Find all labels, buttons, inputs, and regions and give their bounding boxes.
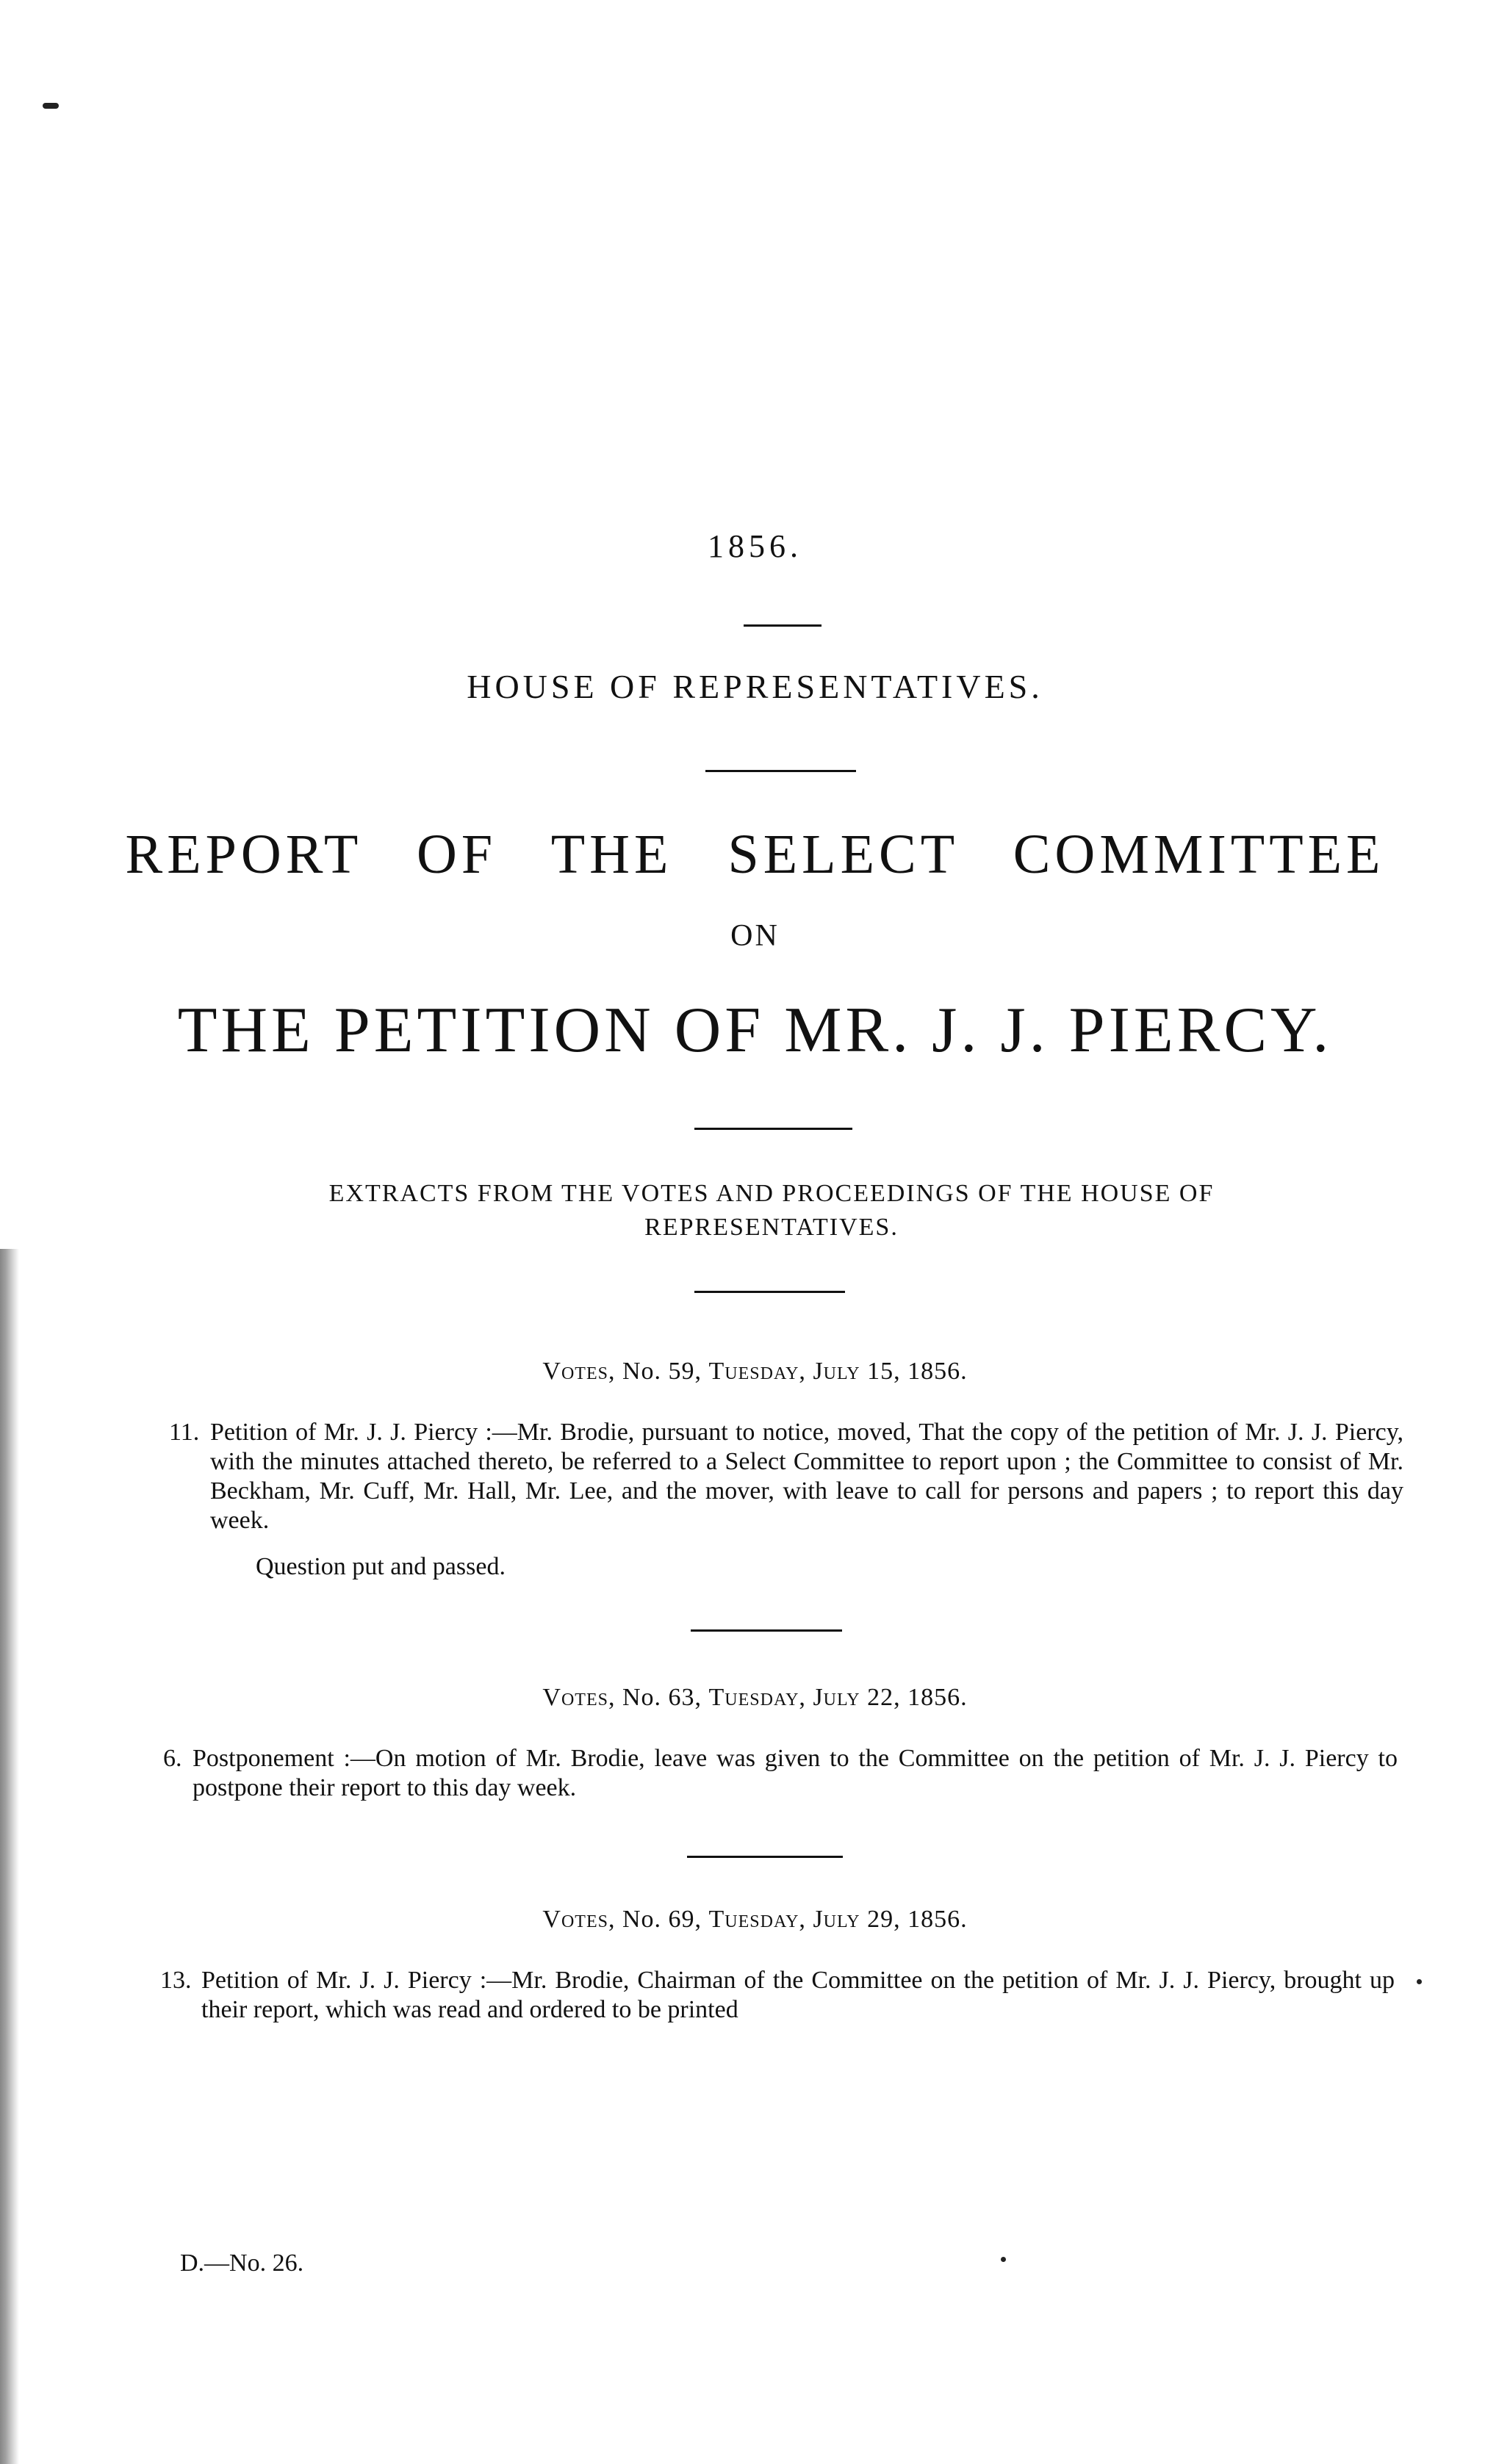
votes-heading-1: Votes, No. 59, Tuesday, July 15, 1856. [542, 1358, 968, 1385]
extracts-heading: EXTRACTS FROM THE VOTES AND PROCEEDINGS OF THE HOUSE OF REPRESENTATIVES. [328, 1180, 1215, 1241]
entry-text: Petition of Mr. J. J. Piercy :—Mr. Brodie, Chairman of the Committee on the petition of Mr. J. J. Piercy, brought up their report, which was read and ordered to be printed [201, 1967, 1395, 2023]
entry-number: 11. [169, 1419, 200, 1446]
entry-item-2 [163, 1744, 1398, 1803]
entry-item-1 [169, 1418, 1403, 1535]
ink-dot [1001, 2257, 1006, 2262]
ink-dot [1417, 1979, 1422, 1984]
divider-rule [694, 1291, 845, 1293]
entry-number: 6. [163, 1745, 182, 1772]
year-heading: 1856. [708, 528, 802, 564]
divider-rule [744, 624, 821, 627]
entry-note: Question put and passed. [256, 1553, 506, 1580]
divider-rule [705, 770, 856, 772]
votes-heading-3: Votes, No. 69, Tuesday, July 29, 1856. [542, 1906, 968, 1933]
document-reference: D.—No. 26. [180, 2249, 304, 2277]
title-connector: ON [730, 919, 780, 953]
page-edge-shadow [0, 1249, 19, 2464]
report-title: REPORT OF THE SELECT COMMITTEE [125, 824, 1385, 885]
entry-number: 13. [160, 1967, 192, 1994]
divider-rule [691, 1629, 842, 1632]
entry-text: Postponement :—On motion of Mr. Brodie, leave was given to the Committee on the petition of Mr. J. J. Piercy to postpone their report to this day week. [193, 1745, 1398, 1801]
entry-item-3 [160, 1966, 1395, 2025]
entry-text: Petition of Mr. J. J. Piercy :—Mr. Brodie, pursuant to notice, moved, That the copy of the petition of Mr. J. J. Piercy, with the minutes attached thereto, be referred to a Select Committee to report upon ; the Committee to consist of Mr. Beckham, Mr. Cuff, Mr. Hall, Mr. Lee, and the mover, with leave to call for persons and papers ; to report this day week. [210, 1419, 1403, 1534]
petition-title: THE PETITION OF MR. J. J. PIERCY. [177, 995, 1333, 1066]
divider-rule [694, 1128, 852, 1130]
divider-rule [687, 1856, 843, 1858]
votes-heading-2: Votes, No. 63, Tuesday, July 22, 1856. [542, 1684, 968, 1711]
house-heading: HOUSE OF REPRESENTATIVES. [467, 668, 1043, 705]
ink-speck [43, 103, 59, 109]
